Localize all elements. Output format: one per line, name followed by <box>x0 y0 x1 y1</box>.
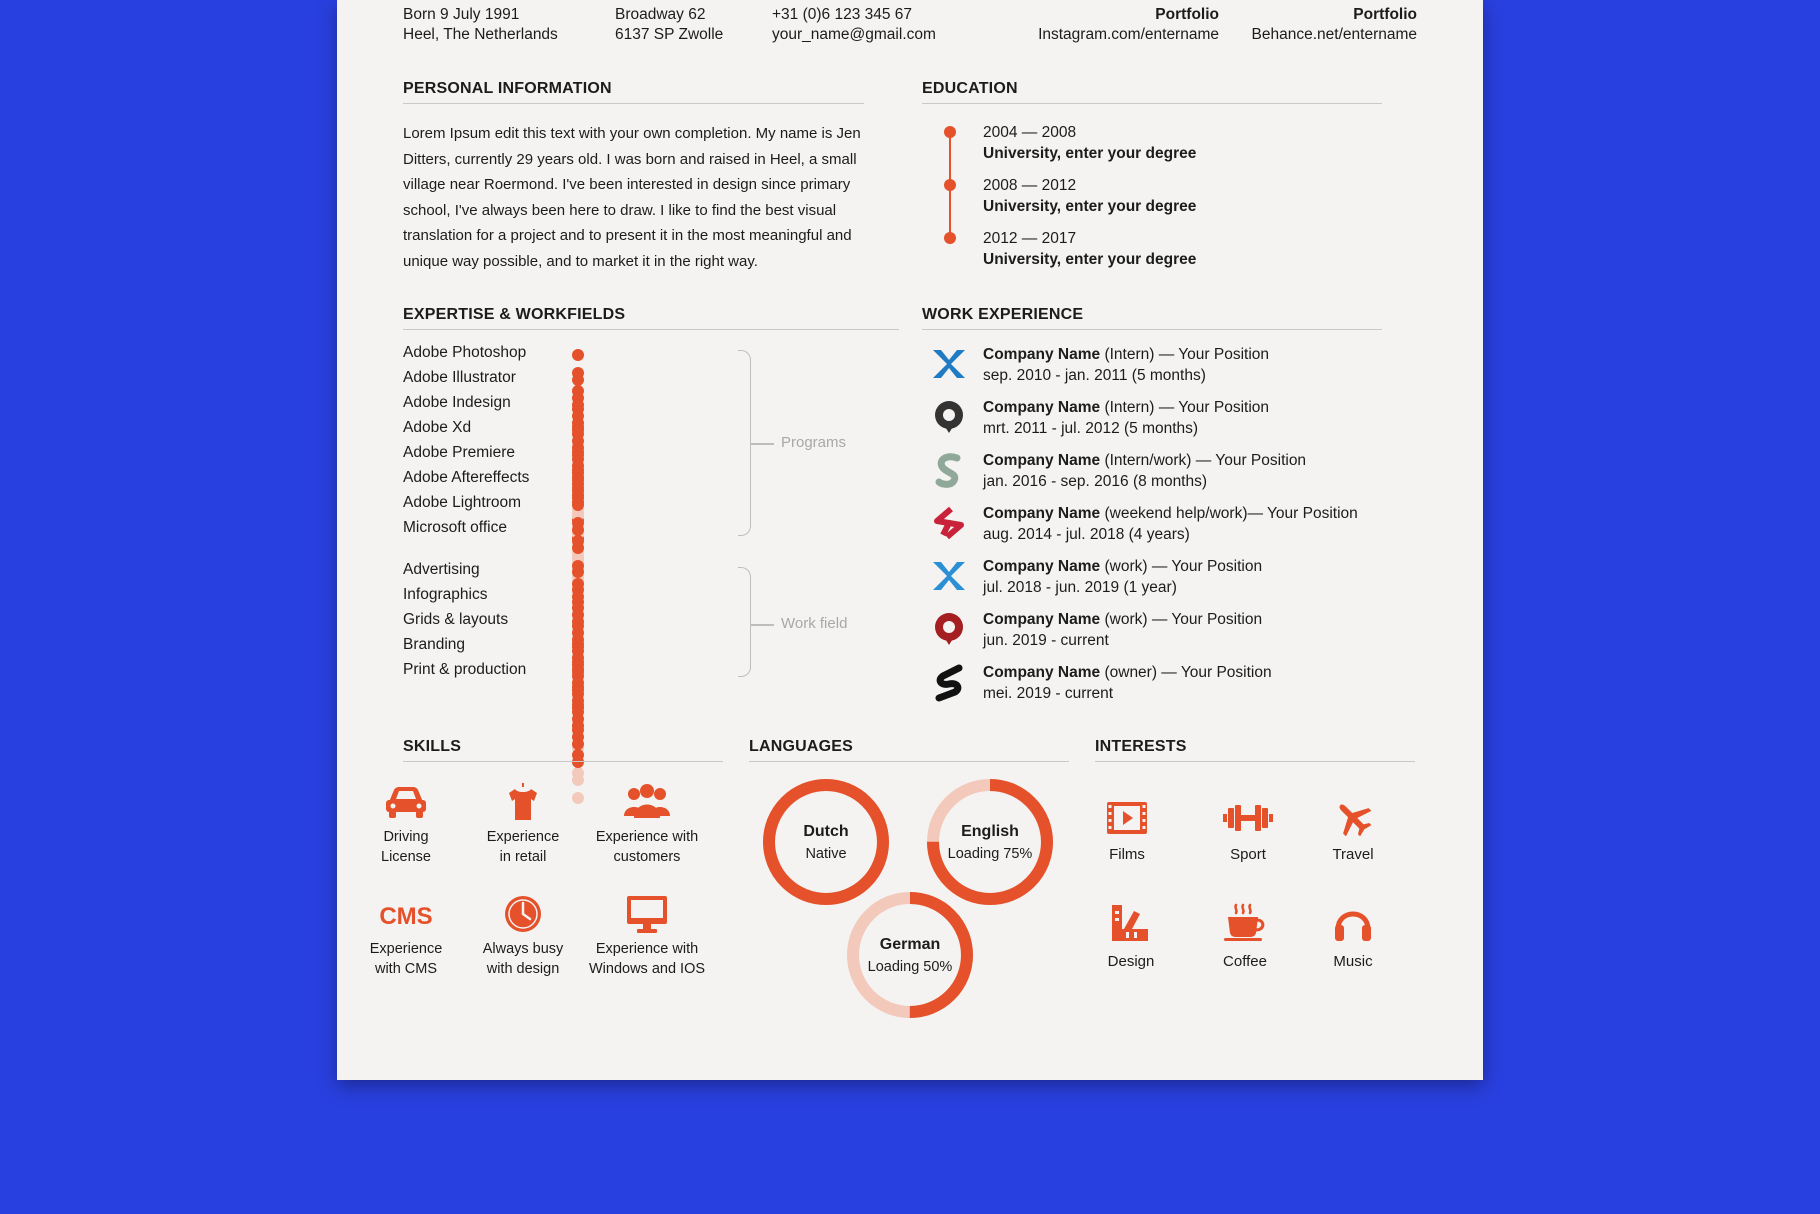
company-name: Company Name <box>983 399 1101 416</box>
work-period: jun. 2019 - current <box>983 632 1109 649</box>
work-position: (work) — Your Position <box>1100 611 1263 628</box>
interest-label: Films <box>1109 846 1145 863</box>
interest-label: Sport <box>1230 846 1266 863</box>
work-period: jul. 2018 - jun. 2019 (1 year) <box>983 579 1177 596</box>
work-position: (Intern) — Your Position <box>1100 399 1270 416</box>
level-dot-filled <box>572 591 584 603</box>
language-ring <box>925 777 1055 907</box>
interest-label: Travel <box>1332 846 1374 863</box>
headphones-icon <box>1332 903 1374 943</box>
expertise-label: Microsoft office <box>403 519 507 536</box>
level-dot-filled <box>572 666 584 678</box>
workfield-bracket-connector <box>750 624 774 626</box>
level-dot-filled <box>572 524 584 536</box>
skill-label-line1: Experience with <box>595 829 699 845</box>
company-name: Company Name <box>983 452 1101 469</box>
interest-item <box>1081 903 1181 970</box>
education-degree: University, enter your degree <box>983 198 1197 215</box>
red-arrows-logo-icon <box>929 503 969 543</box>
cms-icon-text: CMS <box>379 903 433 930</box>
monitor-icon <box>624 894 670 934</box>
contact-phone: +31 (0)6 123 345 67 <box>772 6 913 23</box>
education-timeline-dot <box>944 179 956 191</box>
expertise-label: Infographics <box>403 586 488 603</box>
skill-label-line1: Driving <box>383 829 429 845</box>
expertise-label: Advertising <box>403 561 480 578</box>
skill-item <box>582 782 712 867</box>
company-name: Company Name <box>983 664 1101 681</box>
skill-label-line1: Experience <box>486 829 560 845</box>
shirt-icon <box>500 782 546 822</box>
interest-label: Coffee <box>1223 953 1267 970</box>
education-title: EDUCATION <box>922 80 1382 104</box>
company-name: Company Name <box>983 558 1101 575</box>
education-degree: University, enter your degree <box>983 145 1197 162</box>
interests-title: INTERESTS <box>1095 738 1415 762</box>
interest-item <box>1303 903 1403 970</box>
header-portfolio-instagram <box>1027 5 1219 45</box>
people-icon <box>622 782 672 822</box>
resume-paper <box>337 0 1483 1080</box>
personal-info-text: Lorem Ipsum edit this text with your own completion. My name is Jen Ditters, currently 29 years old. I was born and raised in Heel, a small village near Roermond. I've been interested in design since primary school, I've always been here to draw. I like to find the best visual translation for a project and to present it in the most meaningful and unique way possible, and to market it in the right way. <box>403 125 861 270</box>
work-position: (Intern) — Your Position <box>1100 346 1270 363</box>
portfolio-title: Portfolio <box>1155 6 1219 23</box>
expertise-label: Adobe Premiere <box>403 444 516 461</box>
expertise-label: Adobe Xd <box>403 419 472 436</box>
level-dot-filled <box>572 399 584 411</box>
skill-label-line2: customers <box>613 848 681 865</box>
level-dot-filled <box>572 349 584 361</box>
blue-x-logo-icon <box>929 556 969 596</box>
level-dot-filled <box>572 702 584 714</box>
skill-item <box>458 782 588 867</box>
work-period: mrt. 2011 - jul. 2012 (5 months) <box>983 420 1199 437</box>
level-dot-filled <box>572 566 584 578</box>
work-position: (owner) — Your Position <box>1100 664 1272 681</box>
interest-item <box>1198 800 1298 863</box>
clock-icon <box>500 894 546 934</box>
interest-item <box>1195 903 1295 970</box>
personal-info-title: PERSONAL INFORMATION <box>403 80 864 104</box>
interest-label: Design <box>1107 953 1155 970</box>
work-experience-title: WORK EXPERIENCE <box>922 306 1382 330</box>
level-dot-filled <box>572 641 584 653</box>
skills-title: SKILLS <box>403 738 723 762</box>
skill-label-line1: Experience with <box>595 941 699 957</box>
interest-item <box>1303 800 1403 863</box>
work-position: (work) — Your Position <box>1100 558 1263 575</box>
cms-icon <box>376 894 436 934</box>
level-dot-filled <box>572 720 584 732</box>
contact-email: your_name@gmail.com <box>772 26 936 43</box>
header-contact <box>772 5 936 45</box>
education-years: 2004 — 2008 <box>983 124 1077 141</box>
birth-place: Heel, The Netherlands <box>403 26 558 43</box>
language-progress-ring <box>845 890 975 1020</box>
skill-label-line1: Always busy <box>482 941 564 957</box>
work-period: aug. 2014 - jul. 2018 (4 years) <box>983 526 1190 543</box>
level-dot-filled <box>572 449 584 461</box>
work-position: (Intern/work) — Your Position <box>1100 452 1307 469</box>
skill-label-line2: with design <box>486 960 560 977</box>
level-dot-filled <box>572 542 584 554</box>
education-item <box>983 175 1196 217</box>
language-level: Loading 75% <box>947 846 1033 862</box>
level-dot-filled <box>572 499 584 511</box>
address-city: 6137 SP Zwolle <box>615 26 724 43</box>
work-period: jan. 2016 - sep. 2016 (8 months) <box>983 473 1208 490</box>
language-level: Loading 50% <box>867 959 953 975</box>
address-street: Broadway 62 <box>615 6 706 23</box>
education-item <box>983 122 1196 164</box>
birth-date: Born 9 July 1991 <box>403 6 520 23</box>
level-dot-filled <box>572 616 584 628</box>
education-years: 2012 — 2017 <box>983 230 1077 247</box>
level-dot-filled <box>572 424 584 436</box>
skill-label-line2: License <box>381 848 431 865</box>
work-position: (weekend help/work)— Your Position <box>1100 505 1358 522</box>
skill-item <box>582 894 712 979</box>
language-name: English <box>961 823 1019 840</box>
company-name: Company Name <box>983 611 1101 628</box>
level-dot-filled <box>572 374 584 386</box>
skill-label-line2: Windows and IOS <box>588 960 706 977</box>
expertise-label: Grids & layouts <box>403 611 509 628</box>
expertise-label: Adobe Lightroom <box>403 494 522 511</box>
expertise-label: Branding <box>403 636 466 653</box>
language-name: Dutch <box>803 823 849 840</box>
language-name: German <box>879 936 941 953</box>
education-degree: University, enter your degree <box>983 251 1197 268</box>
languages-title: LANGUAGES <box>749 738 1069 762</box>
interest-item <box>1077 800 1177 863</box>
portfolio-instagram-link[interactable]: Instagram.com/entername <box>1038 26 1219 43</box>
workfield-label: Work field <box>781 615 848 632</box>
portfolio-title: Portfolio <box>1353 6 1417 23</box>
programs-label: Programs <box>781 434 847 451</box>
expertise-label: Adobe Aftereffects <box>403 469 530 486</box>
expertise-label: Print & production <box>403 661 527 678</box>
airplane-icon <box>1333 800 1373 836</box>
level-dot-filled <box>572 684 584 696</box>
language-progress-ring <box>761 777 891 907</box>
skill-label-line1: Experience <box>369 941 443 957</box>
work-period: mei. 2019 - current <box>983 685 1114 702</box>
programs-bracket-connector <box>750 443 774 445</box>
language-ring <box>761 777 891 907</box>
expertise-title: EXPERTISE & WORKFIELDS <box>403 306 899 330</box>
red-ring-logo-icon <box>929 609 969 649</box>
interest-label: Music <box>1333 953 1373 970</box>
design-icon <box>1110 903 1152 943</box>
work-period: sep. 2010 - jan. 2011 (5 months) <box>983 367 1206 384</box>
header-birth <box>403 5 558 45</box>
black-s-logo-icon <box>929 662 969 702</box>
language-progress-ring <box>925 777 1055 907</box>
education-timeline-dot <box>944 126 956 138</box>
skill-item <box>341 894 471 979</box>
green-s-logo-icon <box>929 450 969 490</box>
portfolio-behance-link[interactable]: Behance.net/entername <box>1251 26 1417 43</box>
skill-item <box>458 894 588 979</box>
expertise-label: Adobe Indesign <box>403 394 511 411</box>
film-icon <box>1106 800 1148 836</box>
language-ring <box>845 890 975 1020</box>
language-level: Native <box>805 846 847 862</box>
car-icon <box>383 782 429 822</box>
dark-ring-logo-icon <box>929 397 969 437</box>
coffee-icon <box>1222 903 1268 943</box>
skill-item <box>341 782 471 867</box>
blue-x-logo-icon <box>929 344 969 384</box>
education-timeline-dot <box>944 232 956 244</box>
skill-label-line2: in retail <box>499 848 547 865</box>
workfield-bracket <box>738 567 751 677</box>
company-name: Company Name <box>983 505 1101 522</box>
skill-label-line2: with CMS <box>374 960 438 977</box>
header-address <box>615 5 723 45</box>
expertise-label: Adobe Photoshop <box>403 344 527 361</box>
education-years: 2008 — 2012 <box>983 177 1077 194</box>
level-dot-filled <box>572 474 584 486</box>
company-name: Company Name <box>983 346 1101 363</box>
header-portfolio-behance <box>1217 5 1417 45</box>
expertise-label: Adobe Illustrator <box>403 369 516 386</box>
education-item <box>983 228 1196 270</box>
dumbbell-icon <box>1221 800 1275 836</box>
